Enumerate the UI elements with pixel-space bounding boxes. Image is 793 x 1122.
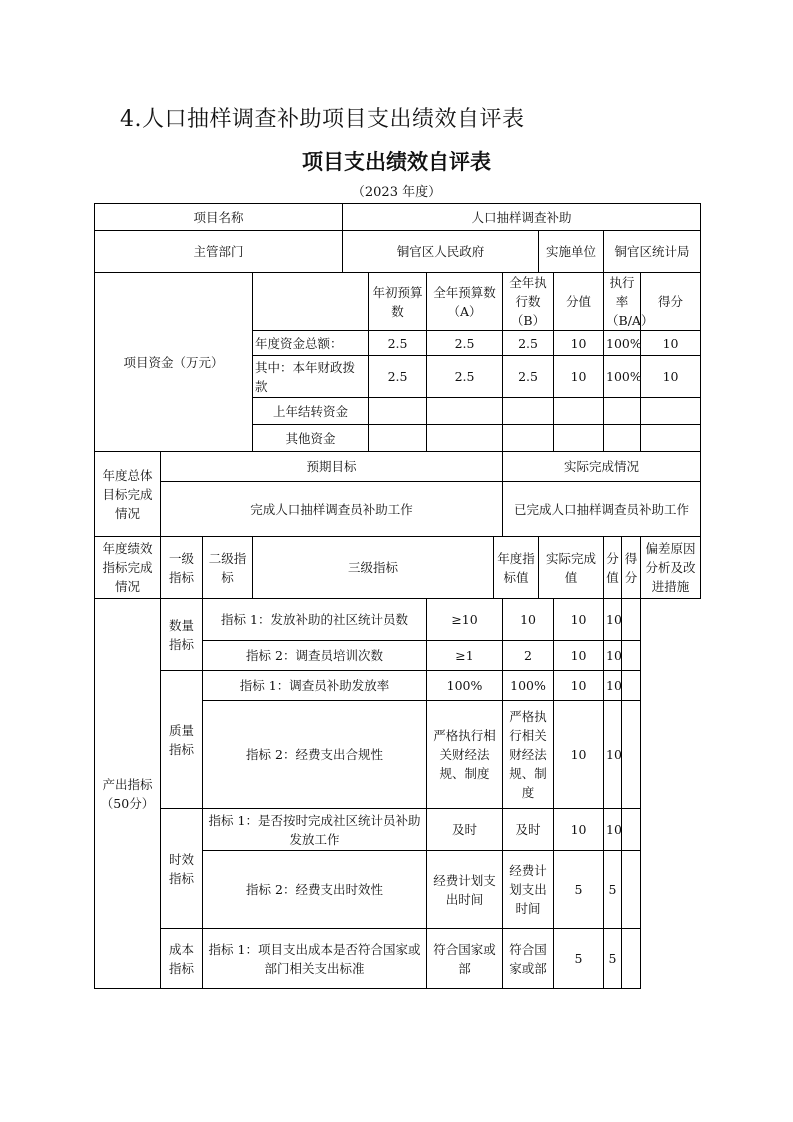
level1-indicator: 产出指标（50分）	[95, 599, 161, 989]
target-value: ≥10	[427, 599, 503, 641]
funds-cell	[503, 425, 554, 452]
score-max: 5	[554, 851, 604, 929]
target-value: 100%	[427, 671, 503, 701]
score-max: 5	[554, 929, 604, 989]
dept-label: 主管部门	[95, 231, 343, 273]
deviation-remark	[622, 809, 641, 851]
funds-cell: 2.5	[503, 331, 554, 356]
deviation-remark	[622, 641, 641, 671]
actual-value: 及时	[503, 809, 554, 851]
funds-cell: 10	[554, 331, 604, 356]
funds-cell	[369, 425, 427, 452]
funds-cell: 100%	[604, 331, 641, 356]
actual-value: 符合国家或部	[503, 929, 554, 989]
score: 10	[604, 599, 622, 641]
funds-row-label: 其他资金	[253, 425, 369, 452]
funds-cell	[427, 398, 503, 425]
indicators-label: 年度绩效指标完成情况	[95, 537, 161, 599]
actual-value: 严格执行相关财经法规、制度	[503, 701, 554, 809]
funds-cell: 2.5	[369, 331, 427, 356]
expected-goal-value: 完成人口抽样调查员补助工作	[161, 482, 503, 537]
self-evaluation-table	[94, 203, 701, 989]
level3-indicator: 指标 1：发放补助的社区统计员数	[203, 599, 427, 641]
level2-indicator: 时效指标	[161, 809, 203, 929]
funds-header: 年初预算数	[369, 273, 427, 331]
funds-cell: 10	[641, 356, 701, 398]
score-max: 10	[554, 809, 604, 851]
deviation-remark	[622, 701, 641, 809]
form-year: （2023 年度）	[351, 185, 442, 200]
funds-cell: 2.5	[503, 356, 554, 398]
project-name-label: 项目名称	[95, 204, 343, 231]
funds-cell	[427, 425, 503, 452]
level2-indicator: 数量指标	[161, 599, 203, 671]
funds-cell: 2.5	[427, 331, 503, 356]
funds-cell: 2.5	[427, 356, 503, 398]
score: 10	[604, 809, 622, 851]
level3-indicator: 指标 2：经费支出合规性	[203, 701, 427, 809]
actual-value: 2	[503, 641, 554, 671]
target-value: 及时	[427, 809, 503, 851]
level3-indicator: 指标 1：项目支出成本是否符合国家或部门相关支出标准	[203, 929, 427, 989]
expected-goal-label: 预期目标	[161, 452, 503, 482]
funds-header: 分值	[554, 273, 604, 331]
score-max: 10	[554, 701, 604, 809]
funds-cell: 10	[641, 331, 701, 356]
unit-value: 铜官区统计局	[604, 231, 701, 273]
target-value: 经费计划支出时间	[427, 851, 503, 929]
level2-indicator: 质量指标	[161, 671, 203, 809]
section-heading: 4.人口抽样调查补助项目支出绩效自评表	[120, 107, 525, 132]
actual-value: 10	[503, 599, 554, 641]
score: 5	[604, 851, 622, 929]
target-value: 严格执行相关财经法规、制度	[427, 701, 503, 809]
funds-cell	[369, 398, 427, 425]
indicator-header: 实际完成值	[539, 537, 604, 599]
indicator-header: 偏差原因分析及改进措施	[641, 537, 701, 599]
funds-cell	[503, 398, 554, 425]
funds-header: 全年预算数（A）	[427, 273, 503, 331]
target-value: ≥1	[427, 641, 503, 671]
actual-goal-label: 实际完成情况	[503, 452, 701, 482]
level2-indicator: 成本指标	[161, 929, 203, 989]
form-title: 项目支出绩效自评表	[302, 150, 491, 174]
funds-row-label: 年度资金总额：	[253, 331, 369, 356]
deviation-remark	[622, 929, 641, 989]
funds-cell: 100%	[604, 356, 641, 398]
actual-value: 100%	[503, 671, 554, 701]
funds-cell	[641, 425, 701, 452]
score: 10	[604, 671, 622, 701]
indicator-header: 得分	[622, 537, 641, 599]
unit-label: 实施单位	[539, 231, 604, 273]
funds-cell: 2.5	[369, 356, 427, 398]
score: 5	[604, 929, 622, 989]
funds-cell	[554, 398, 604, 425]
indicator-header: 分值	[604, 537, 622, 599]
funds-header-blank	[253, 273, 369, 331]
funds-cell: 10	[554, 356, 604, 398]
funds-cell	[554, 425, 604, 452]
deviation-remark	[622, 671, 641, 701]
funds-header: 得分	[641, 273, 701, 331]
actual-goal-value: 已完成人口抽样调查员补助工作	[503, 482, 701, 537]
score: 10	[604, 701, 622, 809]
indicator-header: 年度指标值	[494, 537, 539, 599]
funds-label: 项目资金（万元）	[95, 273, 253, 452]
funds-header: 执行率（B/A）	[604, 273, 641, 331]
goals-label: 年度总体目标完成情况	[95, 452, 161, 537]
deviation-remark	[622, 851, 641, 929]
level3-indicator: 指标 1：是否按时完成社区统计员补助发放工作	[203, 809, 427, 851]
dept-value: 铜官区人民政府	[343, 231, 539, 273]
level3-indicator: 指标 1：调查员补助发放率	[203, 671, 427, 701]
score-max: 10	[554, 671, 604, 701]
score-max: 10	[554, 599, 604, 641]
funds-header: 全年执行数（B）	[503, 273, 554, 331]
level3-indicator: 指标 2：调查员培训次数	[203, 641, 427, 671]
funds-cell	[604, 425, 641, 452]
funds-cell	[604, 398, 641, 425]
indicator-header: 二级指标	[203, 537, 253, 599]
score-max: 10	[554, 641, 604, 671]
funds-row-label: 其中：本年财政拨款	[253, 356, 369, 398]
deviation-remark	[622, 599, 641, 641]
indicator-header: 三级指标	[253, 537, 494, 599]
funds-row-label: 上年结转资金	[253, 398, 369, 425]
project-name-value: 人口抽样调查补助	[343, 204, 701, 231]
actual-value: 经费计划支出时间	[503, 851, 554, 929]
indicator-header: 一级指标	[161, 537, 203, 599]
funds-cell	[641, 398, 701, 425]
target-value: 符合国家或部	[427, 929, 503, 989]
level3-indicator: 指标 2：经费支出时效性	[203, 851, 427, 929]
score: 10	[604, 641, 622, 671]
